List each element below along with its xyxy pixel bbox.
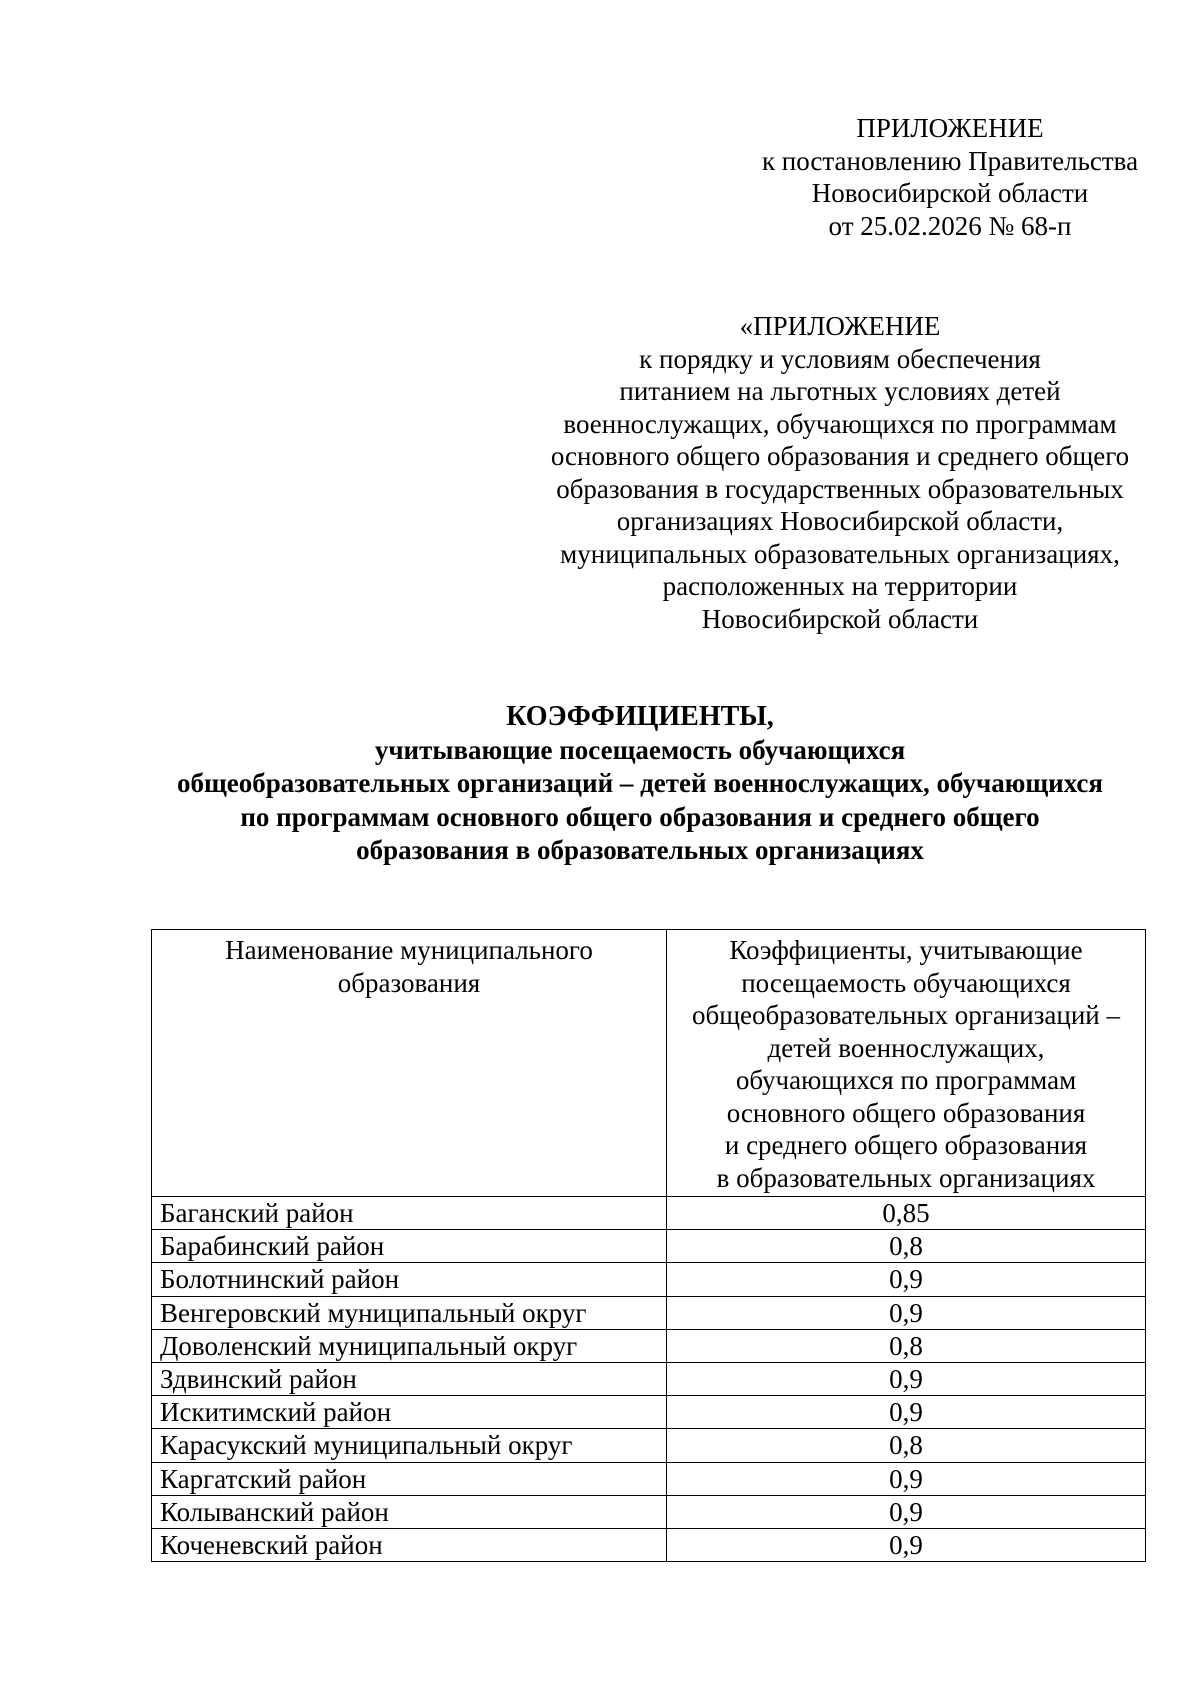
coefficient-value: 0,9 <box>667 1263 1146 1296</box>
coefficient-value: 0,9 <box>667 1528 1146 1561</box>
table-row <box>152 1462 1146 1495</box>
municipality-name: Доволенский муниципальный округ <box>152 1329 667 1362</box>
appendix-line: ПРИЛОЖЕНИЕ <box>856 113 1044 143</box>
table-row <box>152 1429 1146 1462</box>
header-coefficient-line: обучающихся по программам <box>735 1065 1077 1095</box>
header-coefficient-line: детей военнослужащих, <box>767 1032 1045 1063</box>
inner-appendix-header <box>500 310 1180 635</box>
appendix-line: от 25.02.2026 № 68-п <box>828 210 1072 241</box>
header-coefficient <box>667 930 1146 1197</box>
title-line: общеобразовательных организаций – детей военнослужащих, обучающихся <box>176 768 1104 798</box>
coefficients-table <box>151 929 1146 1562</box>
table-row <box>152 1263 1146 1296</box>
inner-appendix-line: основного общего образования и среднего общего <box>550 441 1130 471</box>
inner-appendix-line: расположенных на территории <box>662 571 1018 601</box>
header-municipality-line: Наименование муниципального <box>225 935 593 965</box>
title-line: образования в образовательных организациях <box>356 835 924 865</box>
municipality-name: Карасукский муниципальный округ <box>152 1429 667 1462</box>
header-coefficient-line: основного общего образования <box>726 1097 1086 1128</box>
municipality-name: Здвинский район <box>152 1362 667 1395</box>
header-coefficient-line: общеобразовательных организаций – <box>691 1000 1121 1030</box>
coefficient-value: 0,8 <box>667 1329 1146 1362</box>
coefficient-value: 0,9 <box>667 1296 1146 1329</box>
inner-appendix-line: военнослужащих, обучающихся по программам <box>563 408 1117 439</box>
municipality-name: Коченевский район <box>152 1528 667 1561</box>
municipality-name: Каргатский район <box>152 1462 667 1495</box>
table-row <box>152 1230 1146 1263</box>
title-line: учитывающие посещаемость обучающихся <box>374 734 906 765</box>
municipality-name: Барабинский район <box>152 1230 667 1263</box>
header-coefficient-line: в образовательных организациях <box>716 1162 1096 1193</box>
title-heading: КОЭФФИЦИЕНТЫ, <box>506 701 774 732</box>
inner-appendix-line: Новосибирской области <box>701 603 979 634</box>
appendix-line: к постановлению Правительства <box>761 145 1139 176</box>
table-row <box>152 1528 1146 1561</box>
municipality-name: Болотнинский район <box>152 1263 667 1296</box>
title-line: по программам основного общего образования и среднего общего <box>240 801 1040 832</box>
coefficient-value: 0,8 <box>667 1429 1146 1462</box>
coefficient-value: 0,9 <box>667 1362 1146 1395</box>
coefficient-value: 0,9 <box>667 1396 1146 1429</box>
municipality-name: Венгеровский муниципальный округ <box>152 1296 667 1329</box>
municipality-name: Колыванский район <box>152 1495 667 1528</box>
table-row <box>152 1197 1146 1230</box>
header-municipality-line: образования <box>337 967 481 998</box>
appendix-line: Новосибирской области <box>811 178 1089 208</box>
table-row <box>152 1495 1146 1528</box>
table-header-row <box>152 930 1146 1197</box>
inner-appendix-line: «ПРИЛОЖЕНИЕ <box>739 311 941 341</box>
header-coefficient-line: и среднего общего образования <box>724 1130 1088 1160</box>
coefficient-value: 0,9 <box>667 1462 1146 1495</box>
municipality-name: Баганский район <box>152 1197 667 1230</box>
appendix-header <box>720 112 1180 242</box>
table-row <box>152 1362 1146 1395</box>
inner-appendix-line: организациях Новосибирской области, <box>616 506 1064 536</box>
inner-appendix-line: образования в государственных образовательных <box>556 473 1124 504</box>
coefficient-value: 0,9 <box>667 1495 1146 1528</box>
inner-appendix-line: к порядку и условиям обеспечения <box>639 343 1041 374</box>
inner-appendix-line: муниципальных образовательных организациях, <box>560 538 1120 569</box>
inner-appendix-line: питанием на льготных условиях детей <box>619 376 1061 406</box>
document-title <box>120 700 1160 868</box>
municipality-name: Искитимский район <box>152 1396 667 1429</box>
header-coefficient-line: Коэффициенты, учитывающие <box>729 935 1083 965</box>
table-row <box>152 1296 1146 1329</box>
header-municipality <box>152 930 667 1197</box>
coefficient-value: 0,85 <box>667 1197 1146 1230</box>
header-coefficient-line: посещаемость обучающихся <box>741 967 1071 998</box>
table-row <box>152 1329 1146 1362</box>
table-row <box>152 1396 1146 1429</box>
coefficient-value: 0,8 <box>667 1230 1146 1263</box>
